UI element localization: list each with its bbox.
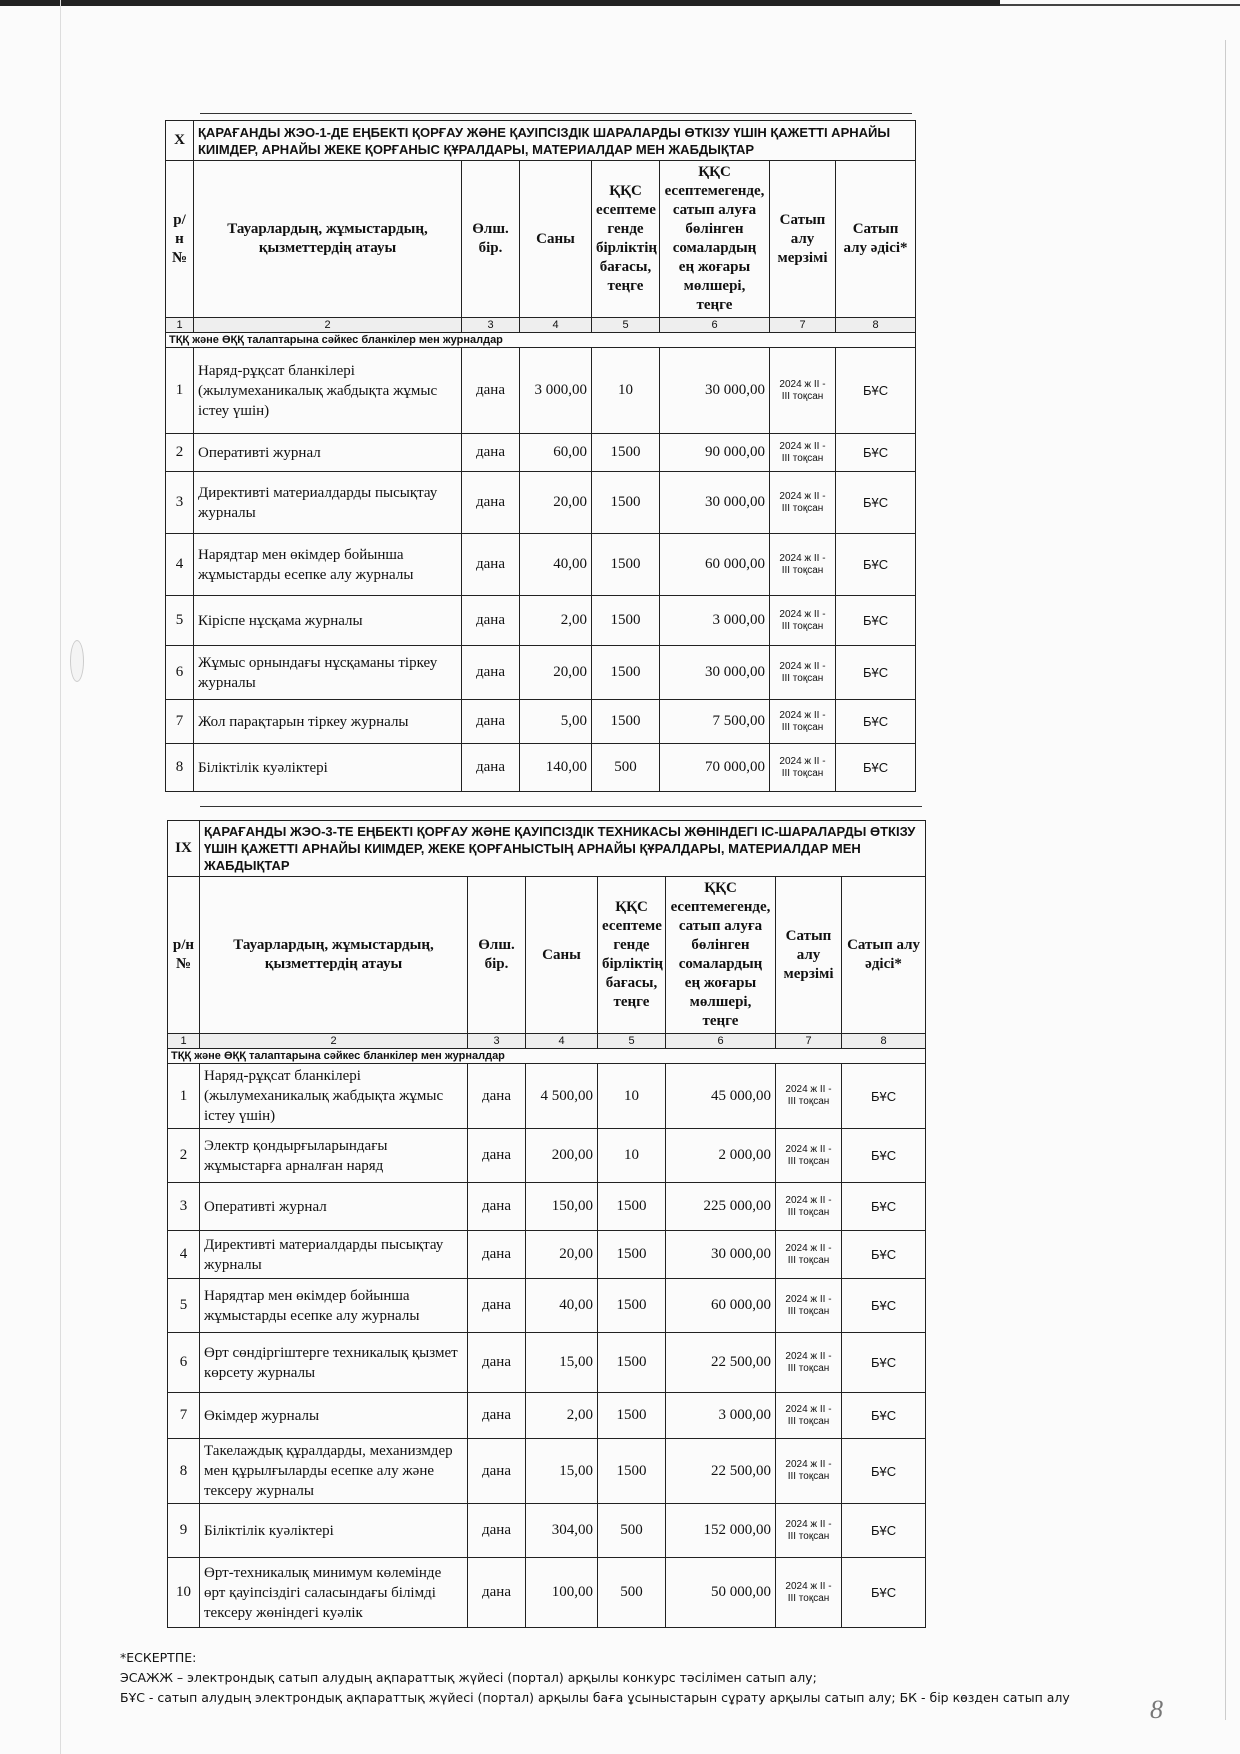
- item-amount: 7 500,00: [660, 700, 770, 744]
- item-term: 2024 ж II - III тоқсан: [776, 1439, 842, 1504]
- table-row: [168, 1393, 926, 1439]
- table-row: [166, 434, 916, 472]
- item-unit-price: 1500: [598, 1333, 666, 1393]
- column-index: 6: [666, 1034, 776, 1049]
- item-term: 2024 ж II - III тоқсан: [770, 534, 836, 596]
- item-name: Өрт сөндіргіштерге техникалық қызмет көрсету журналы: [200, 1333, 468, 1393]
- row-number: 4: [166, 534, 194, 596]
- item-method: БҰС: [842, 1231, 926, 1279]
- table-row: [166, 596, 916, 646]
- item-unit: дана: [468, 1439, 526, 1504]
- item-method: БҰС: [842, 1183, 926, 1231]
- item-unit: дана: [462, 646, 520, 700]
- table-row: [168, 1558, 926, 1628]
- column-index: 7: [776, 1034, 842, 1049]
- item-term: 2024 ж II - III тоқсан: [770, 434, 836, 472]
- table-row: [168, 1064, 926, 1129]
- row-number: 6: [168, 1333, 200, 1393]
- item-unit-price: 1500: [592, 434, 660, 472]
- item-unit-price: 1500: [598, 1279, 666, 1333]
- column-header-term: Сатып алу мерзімі: [776, 877, 842, 1034]
- section-title-row: [168, 821, 926, 877]
- item-unit: дана: [462, 744, 520, 792]
- section-ix-top-rule: [200, 806, 922, 807]
- item-name: Біліктілік куәліктері: [200, 1504, 468, 1558]
- item-unit: дана: [468, 1183, 526, 1231]
- column-index-row: [168, 1034, 926, 1049]
- item-method: БҰС: [836, 700, 916, 744]
- item-unit-price: 1500: [592, 646, 660, 700]
- item-term: 2024 ж II - III тоқсан: [776, 1504, 842, 1558]
- column-header-name: Тауарлардың, жұмыстардың, қызметтердің атауы: [194, 161, 462, 318]
- item-unit: дана: [468, 1064, 526, 1129]
- item-term: 2024 ж II - III тоқсан: [770, 596, 836, 646]
- item-method: БҰС: [836, 744, 916, 792]
- item-method: БҰС: [836, 596, 916, 646]
- section-ix-table: [167, 820, 926, 1628]
- section-ix-body: [168, 821, 926, 1628]
- page-number: 8: [1150, 1695, 1163, 1724]
- section-number: X: [166, 121, 194, 161]
- table-row: [166, 472, 916, 534]
- item-name: Жұмыс орнындағы нұсқаманы тіркеу журналы: [194, 646, 462, 700]
- category-label: ТҚҚ және ӨҚҚ талаптарына сәйкес бланкілер мен журналдар: [166, 333, 916, 348]
- footnote-line-1: ЭСАЖЖ – электрондық сатып алудың ақпараттық жүйесі (портал) арқылы конкурс тәсілімен сатып алу;: [120, 1670, 817, 1685]
- table-row: [168, 1231, 926, 1279]
- item-amount: 60 000,00: [660, 534, 770, 596]
- item-method: БҰС: [842, 1129, 926, 1183]
- item-method: БҰС: [836, 434, 916, 472]
- column-index: 8: [842, 1034, 926, 1049]
- table-row: [166, 646, 916, 700]
- item-quantity: 20,00: [526, 1231, 598, 1279]
- item-name: Директивті материалдарды пысықтау журналы: [200, 1231, 468, 1279]
- item-name: Электр қондырғыларындағы жұмыстарға арналған наряд: [200, 1129, 468, 1183]
- item-method: БҰС: [842, 1333, 926, 1393]
- table-row: [166, 700, 916, 744]
- item-term: 2024 ж II - III тоқсан: [770, 348, 836, 434]
- item-quantity: 100,00: [526, 1558, 598, 1628]
- column-index: 8: [836, 318, 916, 333]
- item-unit: дана: [468, 1393, 526, 1439]
- section-x-top-rule: [200, 113, 912, 114]
- item-term: 2024 ж II - III тоқсан: [776, 1183, 842, 1231]
- item-name: Жол парақтарын тіркеу журналы: [194, 700, 462, 744]
- column-header-qty: Саны: [526, 877, 598, 1034]
- item-quantity: 40,00: [526, 1279, 598, 1333]
- table-row: [166, 348, 916, 434]
- table-row: [168, 1504, 926, 1558]
- item-unit-price: 1500: [592, 700, 660, 744]
- item-method: БҰС: [842, 1439, 926, 1504]
- item-name: Кіріспе нұсқама журналы: [194, 596, 462, 646]
- item-quantity: 304,00: [526, 1504, 598, 1558]
- column-header-method: Сатып алу әдісі*: [836, 161, 916, 318]
- item-unit-price: 500: [598, 1504, 666, 1558]
- column-header-term: Сатып алу мерзімі: [770, 161, 836, 318]
- item-quantity: 15,00: [526, 1333, 598, 1393]
- item-term: 2024 ж II - III тоқсан: [776, 1279, 842, 1333]
- item-amount: 60 000,00: [666, 1279, 776, 1333]
- row-number: 8: [166, 744, 194, 792]
- item-name: Оперативті журнал: [194, 434, 462, 472]
- item-unit-price: 1500: [598, 1183, 666, 1231]
- row-number: 8: [168, 1439, 200, 1504]
- item-method: БҰС: [842, 1558, 926, 1628]
- item-method: БҰС: [842, 1504, 926, 1558]
- table-row: [168, 1183, 926, 1231]
- footnote-title: *ЕСКЕРТПЕ:: [120, 1650, 197, 1665]
- column-header-no: р/н №: [168, 877, 200, 1034]
- item-amount: 3 000,00: [666, 1393, 776, 1439]
- item-unit: дана: [462, 348, 520, 434]
- section-title: ҚАРАҒАНДЫ ЖЭО-3-ТЕ ЕҢБЕКТІ ҚОРҒАУ ЖӘНЕ ҚАУІПСІЗДІК ТЕХНИКАСЫ ЖӨНІНДЕГІ ІС-ШАРАЛАРДЫ ӨТКІЗУ ҮШІН ҚАЖЕТТІ АРНАЙЫ КИІМДЕР, ЖЕКЕ ҚОРҒАНЫСТЫҢ АРНАЙЫ ҚҰРАЛДАРЫ, МАТЕРИАЛДАР МЕН ЖАБДЫҚТАР: [200, 821, 926, 877]
- column-index: 4: [526, 1034, 598, 1049]
- item-method: БҰС: [842, 1393, 926, 1439]
- item-unit-price: 10: [598, 1064, 666, 1129]
- item-unit: дана: [462, 534, 520, 596]
- item-unit: дана: [462, 472, 520, 534]
- item-name: Наряд-рұқсат бланкілері (жылумеханикалық жабдықта жұмыс істеу үшін): [200, 1064, 468, 1129]
- column-index: 5: [592, 318, 660, 333]
- item-amount: 30 000,00: [660, 646, 770, 700]
- table-row: [166, 744, 916, 792]
- row-number: 3: [168, 1183, 200, 1231]
- table-row: [168, 1333, 926, 1393]
- footnote-line-2: БҰС - сатып алудың электрондық ақпараттық жүйесі (портал) арқылы баға ұсыныстарын сұрату арқылы сатып алу; БК - бір көзден сатып алу: [120, 1690, 1070, 1705]
- item-quantity: 5,00: [520, 700, 592, 744]
- column-header-qty: Саны: [520, 161, 592, 318]
- item-amount: 50 000,00: [666, 1558, 776, 1628]
- item-name: Нарядтар мен өкімдер бойынша жұмыстарды есепке алу журналы: [200, 1279, 468, 1333]
- item-unit: дана: [462, 596, 520, 646]
- section-number: IX: [168, 821, 200, 877]
- column-index: 7: [770, 318, 836, 333]
- item-unit: дана: [468, 1504, 526, 1558]
- column-header-amount: ҚҚС есептемегенде, сатып алуға бөлінген сомалардың ең жоғары мөлшері, теңге: [660, 161, 770, 318]
- item-quantity: 60,00: [520, 434, 592, 472]
- item-amount: 2 000,00: [666, 1129, 776, 1183]
- item-term: 2024 ж II - III тоқсан: [776, 1129, 842, 1183]
- item-name: Өкімдер журналы: [200, 1393, 468, 1439]
- column-index: 4: [520, 318, 592, 333]
- table-row: [168, 1439, 926, 1504]
- item-amount: 30 000,00: [660, 472, 770, 534]
- item-quantity: 40,00: [520, 534, 592, 596]
- item-quantity: 140,00: [520, 744, 592, 792]
- item-name: Оперативті журнал: [200, 1183, 468, 1231]
- item-term: 2024 ж II - III тоқсан: [776, 1393, 842, 1439]
- item-quantity: 4 500,00: [526, 1064, 598, 1129]
- item-term: 2024 ж II - III тоқсан: [770, 700, 836, 744]
- item-term: 2024 ж II - III тоқсан: [770, 744, 836, 792]
- item-amount: 70 000,00: [660, 744, 770, 792]
- item-amount: 30 000,00: [660, 348, 770, 434]
- column-index: 1: [166, 318, 194, 333]
- item-quantity: 20,00: [520, 472, 592, 534]
- column-index: 2: [194, 318, 462, 333]
- item-unit-price: 1500: [598, 1439, 666, 1504]
- item-unit-price: 10: [592, 348, 660, 434]
- column-index-row: [166, 318, 916, 333]
- row-number: 6: [166, 646, 194, 700]
- column-header-row: [168, 877, 926, 1034]
- item-unit-price: 1500: [592, 534, 660, 596]
- item-name: Өрт-техникалық минимум көлемінде өрт қауіпсіздігі саласындағы білімді тексеру жөніндегі куәлік: [200, 1558, 468, 1628]
- row-number: 4: [168, 1231, 200, 1279]
- row-number: 9: [168, 1504, 200, 1558]
- item-amount: 152 000,00: [666, 1504, 776, 1558]
- item-method: БҰС: [836, 472, 916, 534]
- item-amount: 3 000,00: [660, 596, 770, 646]
- item-method: БҰС: [842, 1279, 926, 1333]
- item-unit-price: 1500: [598, 1393, 666, 1439]
- item-quantity: 200,00: [526, 1129, 598, 1183]
- item-term: 2024 ж II - III тоқсан: [770, 472, 836, 534]
- item-quantity: 20,00: [520, 646, 592, 700]
- item-unit-price: 10: [598, 1129, 666, 1183]
- row-number: 1: [168, 1064, 200, 1129]
- item-amount: 90 000,00: [660, 434, 770, 472]
- column-index: 1: [168, 1034, 200, 1049]
- item-quantity: 150,00: [526, 1183, 598, 1231]
- item-name: Директивті материалдарды пысықтау журналы: [194, 472, 462, 534]
- category-row: [166, 333, 916, 348]
- column-header-name: Тауарлардың, жұмыстардың, қызметтердің атауы: [200, 877, 468, 1034]
- page-right-edge: [1225, 40, 1226, 1720]
- item-unit: дана: [462, 700, 520, 744]
- item-name: Біліктілік куәліктері: [194, 744, 462, 792]
- column-index: 5: [598, 1034, 666, 1049]
- item-amount: 45 000,00: [666, 1064, 776, 1129]
- item-term: 2024 ж II - III тоқсан: [776, 1558, 842, 1628]
- item-method: БҰС: [842, 1064, 926, 1129]
- category-label: ТҚҚ және ӨҚҚ талаптарына сәйкес бланкілер мен журналдар: [168, 1049, 926, 1064]
- section-title-row: [166, 121, 916, 161]
- punch-hole: [70, 640, 84, 682]
- category-row: [168, 1049, 926, 1064]
- item-unit-price: 1500: [598, 1231, 666, 1279]
- item-quantity: 2,00: [520, 596, 592, 646]
- table-row: [168, 1129, 926, 1183]
- item-quantity: 15,00: [526, 1439, 598, 1504]
- item-name: Наряд-рұқсат бланкілері (жылумеханикалық жабдықта жұмыс істеу үшін): [194, 348, 462, 434]
- item-amount: 225 000,00: [666, 1183, 776, 1231]
- page-fold-line: [60, 0, 61, 1754]
- column-header-amount: ҚҚС есептемегенде, сатып алуға бөлінген сомалардың ең жоғары мөлшері, теңге: [666, 877, 776, 1034]
- item-method: БҰС: [836, 646, 916, 700]
- column-header-no: р/н №: [166, 161, 194, 318]
- row-number: 1: [166, 348, 194, 434]
- row-number: 3: [166, 472, 194, 534]
- item-term: 2024 ж II - III тоқсан: [776, 1333, 842, 1393]
- scan-edge-right: [1000, 4, 1240, 6]
- section-x-body: [166, 121, 916, 792]
- item-quantity: 3 000,00: [520, 348, 592, 434]
- footnote: [120, 1648, 1070, 1708]
- item-name: Такелаждық құралдарды, механизмдер мен құрылғыларды есепке алу және тексеру журналы: [200, 1439, 468, 1504]
- item-method: БҰС: [836, 534, 916, 596]
- column-index: 3: [468, 1034, 526, 1049]
- item-unit-price: 1500: [592, 596, 660, 646]
- item-term: 2024 ж II - III тоқсан: [770, 646, 836, 700]
- table-row: [168, 1279, 926, 1333]
- item-amount: 30 000,00: [666, 1231, 776, 1279]
- item-unit: дана: [468, 1129, 526, 1183]
- column-index: 6: [660, 318, 770, 333]
- row-number: 10: [168, 1558, 200, 1628]
- item-amount: 22 500,00: [666, 1439, 776, 1504]
- item-name: Нарядтар мен өкімдер бойынша жұмыстарды есепке алу журналы: [194, 534, 462, 596]
- item-unit: дана: [468, 1333, 526, 1393]
- row-number: 7: [166, 700, 194, 744]
- column-header-method: Сатып алу әдісі*: [842, 877, 926, 1034]
- scan-edge: [0, 0, 1000, 6]
- item-unit-price: 1500: [592, 472, 660, 534]
- column-header-unit: Өлш. бір.: [468, 877, 526, 1034]
- table-row: [166, 534, 916, 596]
- section-title: ҚАРАҒАНДЫ ЖЭО-1-ДЕ ЕҢБЕКТІ ҚОРҒАУ ЖӘНЕ ҚАУІПСІЗДІК ШАРАЛАРДЫ ӨТКІЗУ ҮШІН ҚАЖЕТТІ АРНАЙЫ КИІМДЕР, АРНАЙЫ ЖЕКЕ ҚОРҒАНЫС ҚҰРАЛДАРЫ, МАТЕРИАЛДАР МЕН ЖАБДЫҚТАР: [194, 121, 916, 161]
- item-unit-price: 500: [592, 744, 660, 792]
- item-term: 2024 ж II - III тоқсан: [776, 1064, 842, 1129]
- item-method: БҰС: [836, 348, 916, 434]
- item-quantity: 2,00: [526, 1393, 598, 1439]
- column-header-unit: Өлш. бір.: [462, 161, 520, 318]
- item-unit: дана: [468, 1279, 526, 1333]
- item-unit: дана: [462, 434, 520, 472]
- row-number: 2: [168, 1129, 200, 1183]
- column-header-price: ҚҚС есептеме генде бірліктің бағасы, теңге: [598, 877, 666, 1034]
- item-unit: дана: [468, 1231, 526, 1279]
- row-number: 2: [166, 434, 194, 472]
- item-term: 2024 ж II - III тоқсан: [776, 1231, 842, 1279]
- row-number: 5: [166, 596, 194, 646]
- item-unit-price: 500: [598, 1558, 666, 1628]
- item-amount: 22 500,00: [666, 1333, 776, 1393]
- column-header-row: [166, 161, 916, 318]
- row-number: 5: [168, 1279, 200, 1333]
- column-index: 3: [462, 318, 520, 333]
- column-header-price: ҚҚС есептеме генде бірліктің бағасы, теңге: [592, 161, 660, 318]
- item-unit: дана: [468, 1558, 526, 1628]
- column-index: 2: [200, 1034, 468, 1049]
- section-x-table: [165, 120, 916, 792]
- row-number: 7: [168, 1393, 200, 1439]
